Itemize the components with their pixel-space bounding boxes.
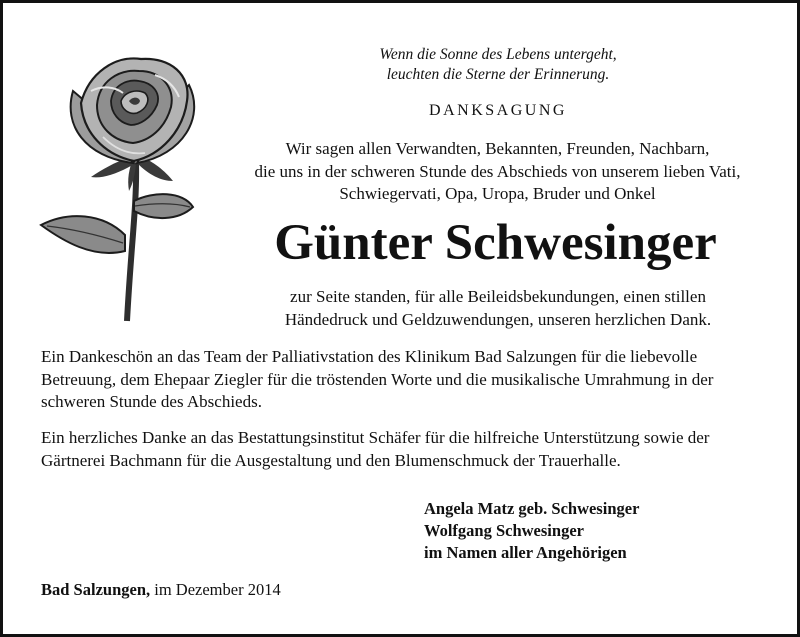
thanks-paragraph-funeral: Ein herzliches Danke an das Bestattungsinstitut Schäfer für die hilfreiche Unterstützung sowie der Gärtnerei Bachmann für die Ausgestaltung und den Blumenschmuck der Trauerhalle. bbox=[41, 428, 710, 470]
thanks-line-2: Händedruck und Geldzuwendungen, unseren herzlichen Dank. bbox=[284, 309, 712, 329]
place-and-date bbox=[41, 579, 281, 601]
thanks-paragraph-palliative: Ein Dankeschön an das Team der Palliativstation des Klinikum Bad Salzungen für die liebevolle Betreuung, dem Ehepaar Ziegler für die tröstenden Worte und die musikalische Umrahmung in der schweren Stunde des Abschieds. bbox=[41, 347, 714, 411]
place: Bad Salzungen, bbox=[41, 580, 151, 599]
signers-block bbox=[424, 498, 639, 564]
intro-line-1: Wir sagen allen Verwandten, Bekannten, Freunden, Nachbarn, bbox=[285, 139, 710, 158]
rose-icon bbox=[33, 45, 218, 323]
motto-verse bbox=[303, 45, 693, 85]
intro-text bbox=[225, 138, 770, 206]
notice-heading: DANKSAGUNG bbox=[429, 102, 567, 119]
motto-line-1: Wenn die Sonne des Lebens untergeht, bbox=[379, 46, 617, 63]
intro-line-3: Schwiegervati, Opa, Uropa, Bruder und Onkel bbox=[339, 184, 656, 203]
intro-line-2: die uns in der schweren Stunde des Abschieds von unserem lieben Vati, bbox=[254, 161, 741, 181]
deceased-name: Günter Schwesinger bbox=[274, 215, 717, 271]
signer-line: Wolfgang Schwesinger bbox=[424, 521, 584, 540]
signer-line: im Namen aller Angehörigen bbox=[424, 543, 627, 562]
motto-line-2: leuchten die Sterne der Erinnerung. bbox=[386, 66, 610, 83]
thanks-line-1: zur Seite standen, für alle Beileidsbekundungen, einen stillen bbox=[290, 287, 706, 306]
thanks-text bbox=[233, 286, 763, 331]
signer-line: Angela Matz geb. Schwesinger bbox=[424, 499, 640, 518]
date: im Dezember 2014 bbox=[154, 580, 281, 599]
